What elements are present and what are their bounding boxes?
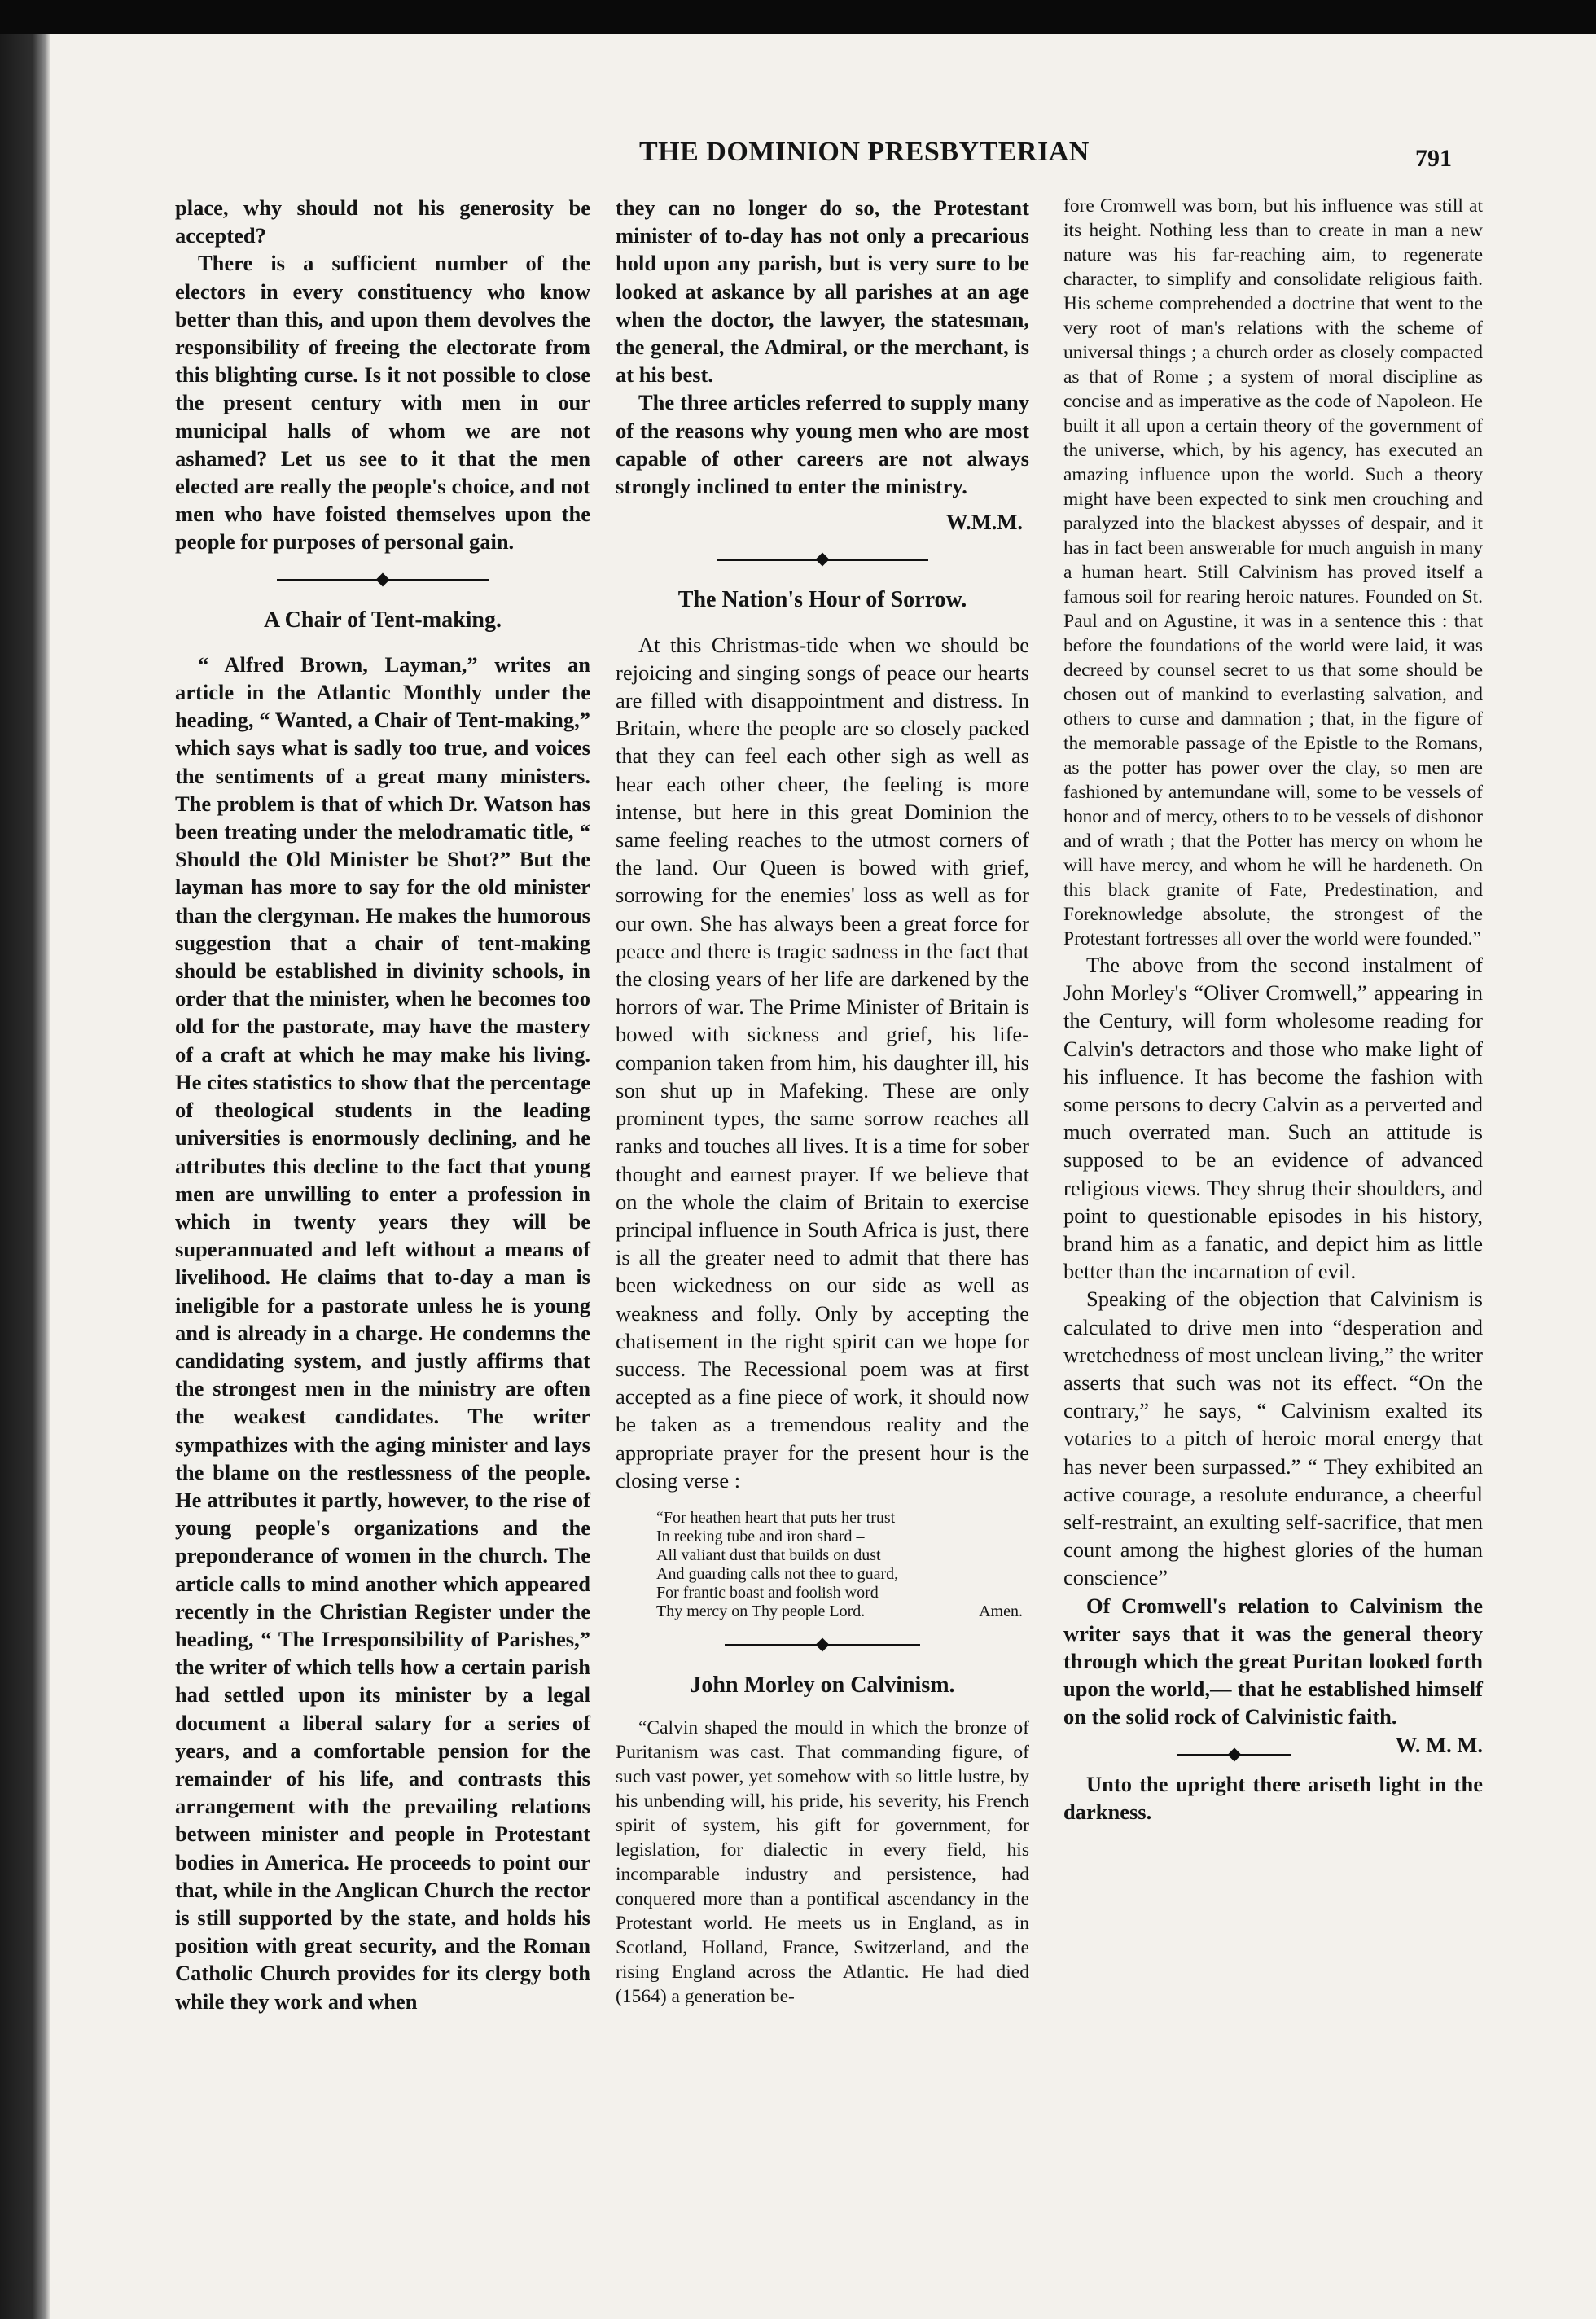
verse-last-line: Thy mercy on Thy people Lord. xyxy=(656,1602,866,1620)
col1-paragraph-1: place, why should not his generosity be accepted? xyxy=(175,195,590,248)
section-divider xyxy=(1177,1749,1291,1760)
verse-line: All valiant dust that builds on dust xyxy=(656,1545,881,1564)
col3-paragraph-3: Speaking of the objection that Calvinism is calculated to drive men into “desperation and wretchedness of most unclean living,” the writer asserts that such was not its effect. “On the contrary,” he says, “ Calvinism exalted its votaries to a pitch of heroic moral energy that has never been surpassed.” “ They exhibited an active courage, a resolute endurance, a cheerful self-restraint, an exulting self-sacrifice, that men count among the highest glories of the human conscience” xyxy=(1063,1287,1483,1590)
section-divider xyxy=(725,1639,920,1650)
col2-paragraph-1: they can no longer do so, the Protestant minister of to-day has not only a precarious hold upon any parish, but is very sure to be looked at askance by all parishes at an age when the doctor, the lawyer, the statesman, the general, the Admiral, or the merchant, is at his best. xyxy=(616,195,1029,388)
col3-paragraph-4 xyxy=(1063,1592,1483,1757)
column-1 xyxy=(175,194,590,2015)
column-3 xyxy=(1063,194,1483,1826)
article-heading-morley-calvinism: John Morley on Calvinism. xyxy=(690,1672,955,1698)
article-heading-nations-sorrow: The Nation's Hour of Sorrow. xyxy=(677,587,967,613)
signature: W. M. M. xyxy=(1395,1732,1483,1757)
section-divider xyxy=(277,574,489,585)
col3-paragraph-4-text: Of Cromwell's relation to Calvinism the writer says that it was the general theory through which the great Puritan looked forth upon the world,— that he established himself on the solid rock of Calvinistic faith. xyxy=(1063,1593,1483,1729)
col3-closing-line: Unto the upright there ariseth light in the darkness. xyxy=(1063,1771,1483,1824)
col3-paragraph-2: The above from the second instalment of John Morley's “Oliver Cromwell,” appearing in the Century, will form wholesome reading for Calvin's detractors and those who make light of his influence. It has become the fashion with some persons to decry Calvin as a perverted and much overrated man. Such an attitude is supposed to be an evidence of advanced religious views. They shrug their shoulders, and point to questionable episodes in his history, brand him as a fanatic, and depict him as little better than the incarnation of evil. xyxy=(1063,953,1483,1284)
article-heading-tent-making: A Chair of Tent-making. xyxy=(264,607,502,633)
recessional-verse xyxy=(656,1509,1029,1621)
verse-line: And guarding calls not thee to guard, xyxy=(656,1564,899,1583)
col2-paragraph-4: “Calvin shaped the mould in which the bronze of Puritanism was cast. That commanding figure, of such vast power, yet somehow with so little lustre, by his unbending will, his pride, his severity, his French spirit of system, his gift for government, for legislation, for dialectic in every field, his incomparable industry and persistence, had conquered more than a pontifical ascendancy in the Protestant world. He meets us in England, as in Scotland, Holland, France, Switzerland, and the rising England across the Atlantic. He had died (1564) a generation be- xyxy=(616,1717,1029,2008)
verse-line xyxy=(656,1602,1029,1621)
col3-paragraph-1: fore Cromwell was born, but his influence was still at its height. Nothing less than to create in man a new nature was his far-reaching aim, to regenerate character, to simplify and consolidate religious faith. His scheme comprehended a doctrine that went to the very root of man's relations with the scheme of universal things ; a church order as closely compacted as that of Rome ; a system of moral discipline as concise and as imperative as the code of Napoleon. He built it all upon a certain theory of the government of the universe, which, by his agency, has executed an amazing influence upon the world. Such a theory might have been expected to sink men crouching and paralyzed into the blackest abysses of despair, and it has in fact been answerable for much anguish in many a human heart. Still Calvinism has proved itself a famous soil for rearing heroic natures. Founded on St. Paul and on Agustine, it was in a sentence this : that before the foundations of the world were laid, it was decreed by counsel secret to us that some should be chosen out of mankind to everlasting salvation, and others to curse and damnation ; that, in the figure of the memorable passage of the Epistle to the Romans, as the potter has power over the clay, so men are fashioned by antemundane will, some to be vessels of honor and of mercy, others to to be vessels of dishonor and of wrath ; that the Potter has mercy on whom he will have mercy, and whom he will he hardeneth. On this black granite of Fate, Predestination, and Foreknowledge absolute, the strongest of the Protestant fortresses all over the world were founded.” xyxy=(1063,195,1483,949)
verse-line: “For heathen heart that puts her trust xyxy=(656,1508,896,1527)
signature: W.M.M. xyxy=(946,510,1023,535)
verse-amen: Amen. xyxy=(979,1602,1023,1620)
scan-left-edge xyxy=(0,34,50,2319)
col1-paragraph-2: There is a sufficient number of the electors in every constituency who know better than this, and upon them devolves the responsibility of freeing the electorate from this blighting curse. Is it not possible to close the present century with men in our municipal halls of whom we are not ashamed? Let us see to it that the men elected are really the people's choice, and not men who have foisted themselves upon the people for purposes of personal gain. xyxy=(175,251,590,555)
verse-line: In reeking tube and iron shard – xyxy=(656,1527,865,1545)
verse-line: For frantic boast and foolish word xyxy=(656,1583,879,1602)
page-number: 791 xyxy=(1415,145,1452,172)
col1-paragraph-3: “ Alfred Brown, Layman,” writes an article in the Atlantic Monthly under the heading, “ Wanted, a Chair of Tent-making,” which says what is sadly too true, and voices the sentiments of a great many ministers. The problem is that of which Dr. Watson has been treating under the melodramatic title, “ Should the Old Minister be Shot?” But the layman has more to say for the old minister than the clergyman. He makes the humorous suggestion that a chair of tent-making should be established in divinity schools, in order that the minister, when he becomes too old for the pastorate, may have the mastery of a craft at which he may make his living. He cites statistics to show that the percentage of theological students in the leading universities is enormously declining, and he attributes this decline to the fact that young men are unwilling to enter a profession in which in twenty years they will be superannuated and left without a means of livelihood. He claims that to-day a man is ineligible for a pastorate unless he is young and is already in a charge. He condemns the candidating system, and justly affirms that the strongest men in the ministry are often the weakest candidates. The writer sympathizes with the aging minister and lays the blame on the restlessness of the people. He attributes it partly, however, to the rise of young people's organizations and the preponderance of women in the church. The article calls to mind another which appeared recently in the Christian Register under the heading, “ The Irresponsibility of Parishes,” the writer of which tells how a certain parish had settled upon its minister by a legal document a liberal salary for a series of years, and a comfortable pension for the remainder of his life, and contrasts this arrangement with the prevailing relations between minister and people in Protestant bodies in America. He proceeds to point our that, while in the Anglican Church the rector is still supported by the state, and holds his position with great security, and the Roman Catholic Church provides for its clergy both while they work and when xyxy=(175,651,590,2014)
publication-title: THE DOMINION PRESBYTERIAN xyxy=(639,137,1090,167)
section-divider xyxy=(717,554,928,565)
col2-paragraph-3: At this Christmas-tide when we should be rejoicing and singing songs of peace our hearts are filled with disappointment and distress. In Britain, where the people are so closely packed that they can feel each other sigh as well as hear each other cheer, the feeling is more intense, but here in this great Dominion the same feeling reaches to the utmost corners of the land. Our Queen is bowed with grief, sorrowing for the enemies' loss as well as for our own. She has always been a great force for peace and there is tragic sadness in the fact that the closing years of her life are darkened by the horrors of war. The Prime Minister of Britain is bowed with sickness and grief, his life-companion taken from him, his daughter ill, his son shut up in Mafeking. These are only prominent types, the same sorrow reaches all ranks and touches all lives. It is a time for sober thought and earnest prayer. If we believe that on the whole the claim of Britain to exercise principal influence in South Africa is just, there is all the greater need to admit that there has been wickedness on our side as well as weakness and folly. Only by accepting the chatisement in the right spirit can we hope for success. The Recessional poem was at first accepted as a fine piece of work, it should now be taken as a tremendous reality and the appropriate prayer for the present hour is the closing verse : xyxy=(616,632,1029,1493)
page-header xyxy=(0,130,1596,179)
column-2 xyxy=(616,194,1029,2009)
scan-top-border xyxy=(0,0,1596,34)
col2-paragraph-2: The three articles referred to supply many of the reasons why young men who are most capable of other careers are not always strongly inclined to enter the ministry. xyxy=(616,390,1029,499)
